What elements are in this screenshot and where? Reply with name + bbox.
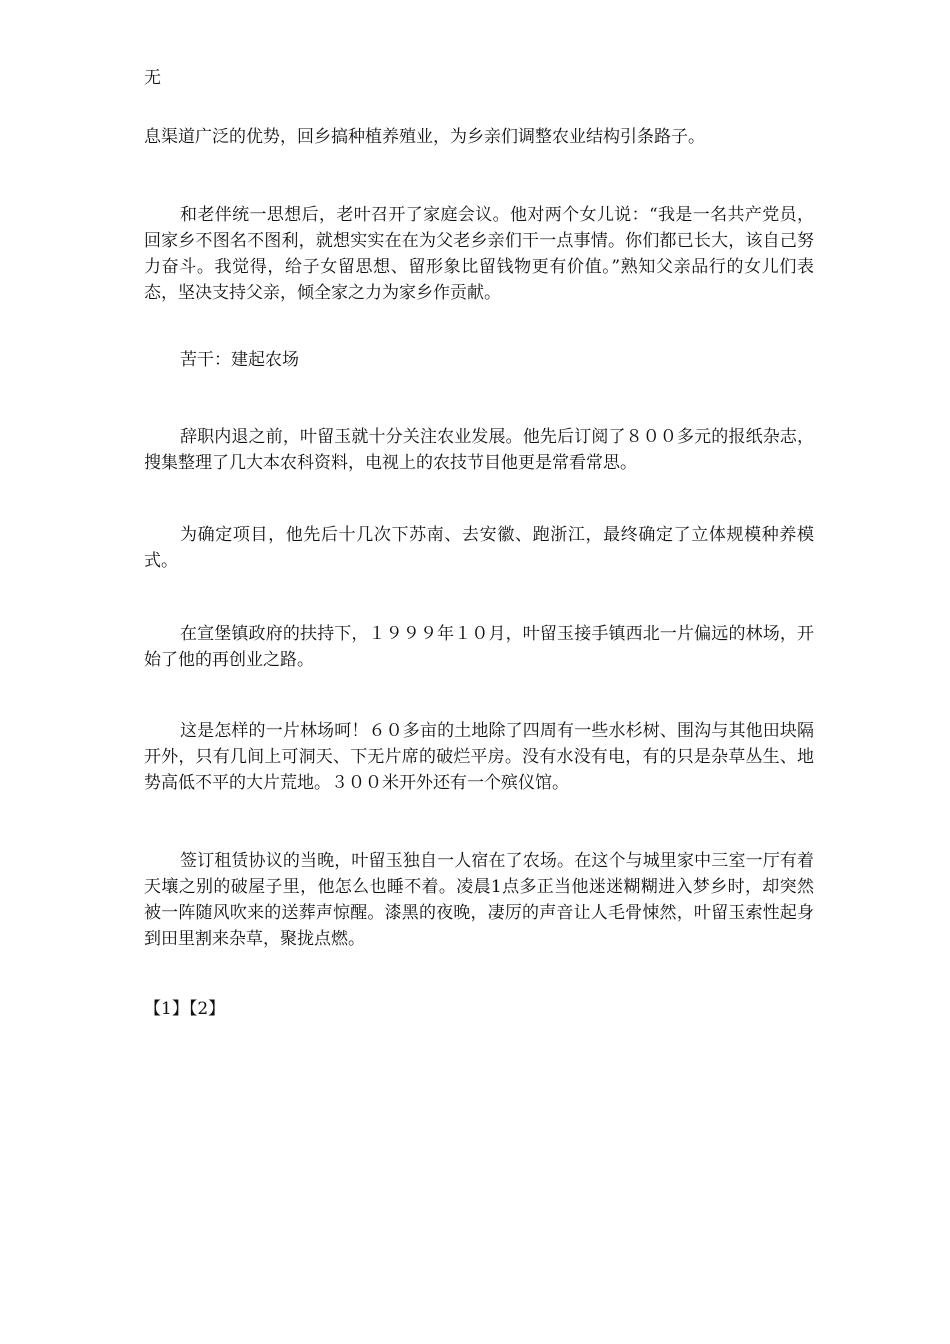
page-link-2[interactable]: 【2】: [188, 999, 226, 1019]
page-link-1[interactable]: 【1】: [144, 999, 189, 1019]
paragraph-continuation: 息渠道广泛的优势，回乡搞种植养殖业，为乡亲们调整农业结构引条路子。: [144, 127, 705, 147]
header-mark: 无: [144, 68, 161, 88]
pagination: [144, 996, 225, 1022]
paragraph-research: 辞职内退之前，叶留玉就十分关注农业发展。他先后订阅了８００多元的报纸杂志，搜集整理了几大本农科资料，电视上的农技节目他更是常看常思。: [144, 427, 814, 473]
paragraph-farm-description: 这是怎样的一片林场呵！６０多亩的土地除了四周有一些水杉树、围沟与其他田块隔开外，只有几间上可洞天、下无片席的破烂平房。没有水没有电，有的只是杂草丛生、地势高低不平的大片荒地。３００米开外还有一个殡仪馆。: [144, 721, 814, 793]
paragraph-family-meeting: 和老伴统一思想后，老叶召开了家庭会议。他对两个女儿说：“我是一名共产党员，回家乡不图名不图利，就想实实在在为父老乡亲们干一点事情。你们都已长大，该自己努力奋斗。我觉得，给子女留思想、留形象比留钱物更有价值。”熟知父亲品行的女儿们表态，坚决支持父亲，倾全家之力为家乡作贡献。: [144, 205, 814, 303]
paragraph-first-night: 签订租赁协议的当晚，叶留玉独自一人宿在了农场。在这个与城里家中三室一厅有着天壤之别的破屋子里，他怎么也睡不着。凌晨1点多正当他迷迷糊糊进入梦乡时，却突然被一阵随风吹来的送葬声惊醒。漆黑的夜晚，凄厉的声音让人毛骨悚然，叶留玉索性起身到田里割来杂草，聚拢点燃。: [144, 851, 814, 949]
paragraph-project: 为确定项目，他先后十几次下苏南、去安徽、跑浙江，最终确定了立体规模种养模式。: [144, 525, 814, 571]
paragraph-forest-farm: 在宣堡镇政府的扶持下，１９９９年１０月，叶留玉接手镇西北一片偏远的林场，开始了他的再创业之路。: [144, 624, 814, 670]
section-heading: 苦干：建起农场: [180, 350, 299, 370]
